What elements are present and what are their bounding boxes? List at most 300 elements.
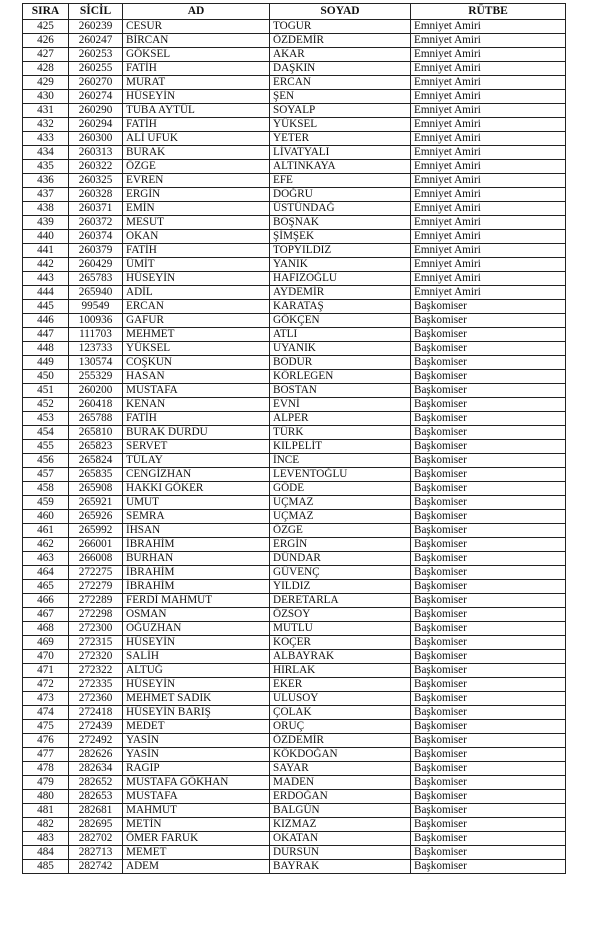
table-row: [23, 146, 566, 160]
sira-cell: 458: [23, 482, 69, 496]
rutbe-cell: Başkomiser: [411, 860, 566, 874]
soyad-cell: ORUÇ: [270, 720, 411, 734]
rutbe-cell: Emniyet Amiri: [411, 188, 566, 202]
ad-cell: MUSTAFA: [123, 384, 270, 398]
sicil-cell: 260322: [69, 160, 123, 174]
ad-cell: HÜSEYİN: [123, 678, 270, 692]
ad-cell: MAHMUT: [123, 804, 270, 818]
sira-cell: 461: [23, 524, 69, 538]
ad-cell: ÜMİT: [123, 258, 270, 272]
rutbe-cell: Başkomiser: [411, 594, 566, 608]
table-row: [23, 664, 566, 678]
table-row: [23, 622, 566, 636]
soyad-cell: HAFIZOĞLU: [270, 272, 411, 286]
sicil-cell: 272322: [69, 664, 123, 678]
sicil-cell: 123733: [69, 342, 123, 356]
ad-cell: FATİH: [123, 412, 270, 426]
sira-cell: 445: [23, 300, 69, 314]
soyad-cell: YANIK: [270, 258, 411, 272]
soyad-cell: KOÇER: [270, 636, 411, 650]
table-row: [23, 804, 566, 818]
rutbe-cell: Başkomiser: [411, 300, 566, 314]
sicil-cell: 272275: [69, 566, 123, 580]
ad-cell: UMUT: [123, 496, 270, 510]
sicil-cell: 130574: [69, 356, 123, 370]
soyad-cell: ULUSOY: [270, 692, 411, 706]
soyad-cell: ALTINKAYA: [270, 160, 411, 174]
rutbe-cell: Başkomiser: [411, 608, 566, 622]
table-row: [23, 566, 566, 580]
table-row: [23, 734, 566, 748]
rutbe-cell: Emniyet Amiri: [411, 104, 566, 118]
soyad-cell: EKER: [270, 678, 411, 692]
sira-cell: 477: [23, 748, 69, 762]
ad-cell: FATİH: [123, 62, 270, 76]
soyad-cell: ERCAN: [270, 76, 411, 90]
soyad-cell: AYDEMİR: [270, 286, 411, 300]
ad-cell: HÜSEYİN: [123, 636, 270, 650]
ad-cell: ADEM: [123, 860, 270, 874]
sira-cell: 480: [23, 790, 69, 804]
soyad-cell: ERDOĞAN: [270, 790, 411, 804]
sicil-cell: 111703: [69, 328, 123, 342]
soyad-cell: ALBAYRAK: [270, 650, 411, 664]
sira-cell: 454: [23, 426, 69, 440]
sicil-cell: 272360: [69, 692, 123, 706]
header-sira: SIRA: [23, 4, 69, 20]
header-sicil: SİCİL: [69, 4, 123, 20]
ad-cell: İBRAHİM: [123, 580, 270, 594]
rutbe-cell: Emniyet Amiri: [411, 146, 566, 160]
sira-cell: 452: [23, 398, 69, 412]
sira-cell: 453: [23, 412, 69, 426]
sicil-cell: 260255: [69, 62, 123, 76]
ad-cell: EMİN: [123, 202, 270, 216]
soyad-cell: BOSTAN: [270, 384, 411, 398]
sicil-cell: 100936: [69, 314, 123, 328]
rutbe-cell: Başkomiser: [411, 678, 566, 692]
sira-cell: 459: [23, 496, 69, 510]
ad-cell: BİRCAN: [123, 34, 270, 48]
sira-cell: 472: [23, 678, 69, 692]
sicil-cell: 265824: [69, 454, 123, 468]
soyad-cell: DAŞKIN: [270, 62, 411, 76]
soyad-cell: LEVENTOĞLU: [270, 468, 411, 482]
table-row: [23, 132, 566, 146]
table-row: [23, 370, 566, 384]
table-row: [23, 300, 566, 314]
ad-cell: OĞUZHAN: [123, 622, 270, 636]
sicil-cell: 266001: [69, 538, 123, 552]
rutbe-cell: Başkomiser: [411, 566, 566, 580]
rutbe-cell: Emniyet Amiri: [411, 174, 566, 188]
sira-cell: 436: [23, 174, 69, 188]
ad-cell: CESUR: [123, 20, 270, 34]
ad-cell: ÖZGE: [123, 160, 270, 174]
soyad-cell: ÖZDEMİR: [270, 734, 411, 748]
soyad-cell: SAYAR: [270, 762, 411, 776]
sira-cell: 444: [23, 286, 69, 300]
ad-cell: TÜLAY: [123, 454, 270, 468]
sira-cell: 485: [23, 860, 69, 874]
table-row: [23, 90, 566, 104]
ad-cell: CENGİZHAN: [123, 468, 270, 482]
soyad-cell: GÖDE: [270, 482, 411, 496]
sira-cell: 443: [23, 272, 69, 286]
soyad-cell: OKATAN: [270, 832, 411, 846]
table-row: [23, 272, 566, 286]
soyad-cell: LİVATYALI: [270, 146, 411, 160]
ad-cell: TUBA AYTÜL: [123, 104, 270, 118]
sicil-cell: 272289: [69, 594, 123, 608]
soyad-cell: BAYRAK: [270, 860, 411, 874]
rutbe-cell: Emniyet Amiri: [411, 34, 566, 48]
rutbe-cell: Emniyet Amiri: [411, 286, 566, 300]
table-row: [23, 650, 566, 664]
sira-cell: 435: [23, 160, 69, 174]
sicil-cell: 260294: [69, 118, 123, 132]
sira-cell: 484: [23, 846, 69, 860]
sicil-cell: 272315: [69, 636, 123, 650]
rutbe-cell: Başkomiser: [411, 748, 566, 762]
soyad-cell: TÜRK: [270, 426, 411, 440]
table-row: [23, 76, 566, 90]
table-row: [23, 342, 566, 356]
ad-cell: SERVET: [123, 440, 270, 454]
rutbe-cell: Başkomiser: [411, 384, 566, 398]
rutbe-cell: Emniyet Amiri: [411, 272, 566, 286]
ad-cell: MESUT: [123, 216, 270, 230]
sicil-cell: 260274: [69, 90, 123, 104]
sicil-cell: 282652: [69, 776, 123, 790]
rutbe-cell: Başkomiser: [411, 818, 566, 832]
sicil-cell: 260200: [69, 384, 123, 398]
soyad-cell: DOĞRU: [270, 188, 411, 202]
sicil-cell: 260379: [69, 244, 123, 258]
sicil-cell: 265788: [69, 412, 123, 426]
ad-cell: FATİH: [123, 118, 270, 132]
table-row: [23, 818, 566, 832]
table-row: [23, 706, 566, 720]
table-row: [23, 440, 566, 454]
sira-cell: 468: [23, 622, 69, 636]
sira-cell: 478: [23, 762, 69, 776]
ad-cell: ERCAN: [123, 300, 270, 314]
soyad-cell: BODUR: [270, 356, 411, 370]
soyad-cell: ŞİMŞEK: [270, 230, 411, 244]
rutbe-cell: Başkomiser: [411, 706, 566, 720]
ad-cell: MEMET: [123, 846, 270, 860]
rutbe-cell: Emniyet Amiri: [411, 160, 566, 174]
soyad-cell: MADEN: [270, 776, 411, 790]
table-row: [23, 48, 566, 62]
soyad-cell: UÇMAZ: [270, 496, 411, 510]
sira-cell: 442: [23, 258, 69, 272]
rutbe-cell: Başkomiser: [411, 832, 566, 846]
sicil-cell: 272335: [69, 678, 123, 692]
rutbe-cell: Başkomiser: [411, 552, 566, 566]
sicil-cell: 260372: [69, 216, 123, 230]
rutbe-cell: Başkomiser: [411, 342, 566, 356]
table-row: [23, 160, 566, 174]
sira-cell: 474: [23, 706, 69, 720]
table-row: [23, 608, 566, 622]
sicil-cell: 282653: [69, 790, 123, 804]
soyad-cell: UÇMAZ: [270, 510, 411, 524]
sicil-cell: 265810: [69, 426, 123, 440]
sira-cell: 447: [23, 328, 69, 342]
sira-cell: 429: [23, 76, 69, 90]
table-row: [23, 230, 566, 244]
ad-cell: MEHMET SADIK: [123, 692, 270, 706]
ad-cell: YASİN: [123, 748, 270, 762]
rutbe-cell: Başkomiser: [411, 454, 566, 468]
sicil-cell: 272300: [69, 622, 123, 636]
ad-cell: HÜSEYİN: [123, 90, 270, 104]
table-row: [23, 748, 566, 762]
sira-cell: 448: [23, 342, 69, 356]
sira-cell: 446: [23, 314, 69, 328]
header-soyad: SOYAD: [270, 4, 411, 20]
ad-cell: BURHAN: [123, 552, 270, 566]
soyad-cell: ERGİN: [270, 538, 411, 552]
ad-cell: YASİN: [123, 734, 270, 748]
ad-cell: FATİH: [123, 244, 270, 258]
sicil-cell: 260429: [69, 258, 123, 272]
sicil-cell: 260371: [69, 202, 123, 216]
sira-cell: 441: [23, 244, 69, 258]
sira-cell: 482: [23, 818, 69, 832]
table-row: [23, 188, 566, 202]
ad-cell: İBRAHİM: [123, 538, 270, 552]
table-row: [23, 594, 566, 608]
rutbe-cell: Emniyet Amiri: [411, 90, 566, 104]
ad-cell: MEDET: [123, 720, 270, 734]
sira-cell: 462: [23, 538, 69, 552]
ad-cell: GAFUR: [123, 314, 270, 328]
table-row: [23, 34, 566, 48]
soyad-cell: KÖRLEGEN: [270, 370, 411, 384]
sira-cell: 426: [23, 34, 69, 48]
table-row: [23, 258, 566, 272]
table-header: [23, 4, 566, 20]
ad-cell: ERGİN: [123, 188, 270, 202]
rutbe-cell: Başkomiser: [411, 734, 566, 748]
sicil-cell: 265921: [69, 496, 123, 510]
sicil-cell: 260313: [69, 146, 123, 160]
soyad-cell: İNCE: [270, 454, 411, 468]
rutbe-cell: Başkomiser: [411, 468, 566, 482]
ad-cell: SALİH: [123, 650, 270, 664]
sicil-cell: 260270: [69, 76, 123, 90]
sicil-cell: 282702: [69, 832, 123, 846]
ad-cell: HAKKI GÖKER: [123, 482, 270, 496]
rutbe-cell: Emniyet Amiri: [411, 48, 566, 62]
table-row: [23, 356, 566, 370]
sira-cell: 440: [23, 230, 69, 244]
soyad-cell: DERETARLA: [270, 594, 411, 608]
sira-cell: 475: [23, 720, 69, 734]
sira-cell: 479: [23, 776, 69, 790]
sira-cell: 460: [23, 510, 69, 524]
table-row: [23, 692, 566, 706]
ad-cell: HÜSEYİN: [123, 272, 270, 286]
soyad-cell: KIZMAZ: [270, 818, 411, 832]
soyad-cell: GÜVENÇ: [270, 566, 411, 580]
ad-cell: HÜSEYİN BARIŞ: [123, 706, 270, 720]
ad-cell: MEHMET: [123, 328, 270, 342]
rutbe-cell: Başkomiser: [411, 790, 566, 804]
header-rutbe: RÜTBE: [411, 4, 566, 20]
sira-cell: 439: [23, 216, 69, 230]
rutbe-cell: Emniyet Amiri: [411, 132, 566, 146]
soyad-cell: ÖZGE: [270, 524, 411, 538]
soyad-cell: YILDIZ: [270, 580, 411, 594]
sira-cell: 449: [23, 356, 69, 370]
ad-cell: HASAN: [123, 370, 270, 384]
table-row: [23, 314, 566, 328]
sicil-cell: 260253: [69, 48, 123, 62]
header-row: [23, 4, 566, 20]
rutbe-cell: Başkomiser: [411, 426, 566, 440]
soyad-cell: BOŞNAK: [270, 216, 411, 230]
table-row: [23, 482, 566, 496]
sicil-cell: 266008: [69, 552, 123, 566]
rutbe-cell: Başkomiser: [411, 370, 566, 384]
ad-cell: SEMRA: [123, 510, 270, 524]
rutbe-cell: Başkomiser: [411, 412, 566, 426]
table-row: [23, 454, 566, 468]
rutbe-cell: Emniyet Amiri: [411, 230, 566, 244]
ad-cell: FERDİ MAHMUT: [123, 594, 270, 608]
rutbe-cell: Başkomiser: [411, 440, 566, 454]
soyad-cell: ÇOLAK: [270, 706, 411, 720]
sira-cell: 430: [23, 90, 69, 104]
rutbe-cell: Başkomiser: [411, 496, 566, 510]
sira-cell: 457: [23, 468, 69, 482]
sicil-cell: 265908: [69, 482, 123, 496]
ad-cell: MUSTAFA GÖKHAN: [123, 776, 270, 790]
table-row: [23, 496, 566, 510]
soyad-cell: ÖZDEMİR: [270, 34, 411, 48]
sira-cell: 463: [23, 552, 69, 566]
ad-cell: BURAK: [123, 146, 270, 160]
soyad-cell: SOYALP: [270, 104, 411, 118]
sira-cell: 455: [23, 440, 69, 454]
ad-cell: ALTUĞ: [123, 664, 270, 678]
table-row: [23, 860, 566, 874]
sira-cell: 428: [23, 62, 69, 76]
rutbe-cell: Başkomiser: [411, 314, 566, 328]
rutbe-cell: Başkomiser: [411, 328, 566, 342]
sira-cell: 467: [23, 608, 69, 622]
soyad-cell: ÜSTÜNDAĞ: [270, 202, 411, 216]
sicil-cell: 260328: [69, 188, 123, 202]
soyad-cell: ALPER: [270, 412, 411, 426]
rutbe-cell: Başkomiser: [411, 720, 566, 734]
sicil-cell: 282742: [69, 860, 123, 874]
ad-cell: OSMAN: [123, 608, 270, 622]
soyad-cell: TOGUR: [270, 20, 411, 34]
table-row: [23, 62, 566, 76]
sira-cell: 425: [23, 20, 69, 34]
soyad-cell: DURSUN: [270, 846, 411, 860]
table-row: [23, 104, 566, 118]
rutbe-cell: Başkomiser: [411, 398, 566, 412]
table-row: [23, 328, 566, 342]
soyad-cell: AKAR: [270, 48, 411, 62]
soyad-cell: KARATAŞ: [270, 300, 411, 314]
soyad-cell: HIRLAK: [270, 664, 411, 678]
rutbe-cell: Emniyet Amiri: [411, 216, 566, 230]
sicil-cell: 282695: [69, 818, 123, 832]
ad-cell: MURAT: [123, 76, 270, 90]
ad-cell: YÜKSEL: [123, 342, 270, 356]
sira-cell: 476: [23, 734, 69, 748]
table-row: [23, 538, 566, 552]
table-row: [23, 468, 566, 482]
sicil-cell: 272320: [69, 650, 123, 664]
rutbe-cell: Emniyet Amiri: [411, 202, 566, 216]
rutbe-cell: Başkomiser: [411, 804, 566, 818]
sira-cell: 465: [23, 580, 69, 594]
sicil-cell: 265992: [69, 524, 123, 538]
ad-cell: METİN: [123, 818, 270, 832]
sicil-cell: 255329: [69, 370, 123, 384]
ad-cell: ÖMER FARUK: [123, 832, 270, 846]
soyad-cell: YETER: [270, 132, 411, 146]
sira-cell: 464: [23, 566, 69, 580]
ad-cell: EVREN: [123, 174, 270, 188]
table-row: [23, 286, 566, 300]
sicil-cell: 260239: [69, 20, 123, 34]
table-row: [23, 776, 566, 790]
rutbe-cell: Emniyet Amiri: [411, 76, 566, 90]
sicil-cell: 272298: [69, 608, 123, 622]
table-row: [23, 832, 566, 846]
sicil-cell: 282713: [69, 846, 123, 860]
sira-cell: 433: [23, 132, 69, 146]
soyad-cell: KILPELİT: [270, 440, 411, 454]
sira-cell: 427: [23, 48, 69, 62]
ad-cell: OKAN: [123, 230, 270, 244]
rutbe-cell: Başkomiser: [411, 664, 566, 678]
soyad-cell: TOPYILDIZ: [270, 244, 411, 258]
sicil-cell: 272439: [69, 720, 123, 734]
personnel-table: [22, 3, 566, 874]
table-row: [23, 580, 566, 594]
sicil-cell: 282681: [69, 804, 123, 818]
soyad-cell: GÖKÇEN: [270, 314, 411, 328]
sicil-cell: 260418: [69, 398, 123, 412]
table-row: [23, 202, 566, 216]
rutbe-cell: Başkomiser: [411, 692, 566, 706]
sira-cell: 481: [23, 804, 69, 818]
sira-cell: 450: [23, 370, 69, 384]
ad-cell: COŞKUN: [123, 356, 270, 370]
rutbe-cell: Emniyet Amiri: [411, 20, 566, 34]
table-row: [23, 118, 566, 132]
sicil-cell: 272279: [69, 580, 123, 594]
sicil-cell: 265940: [69, 286, 123, 300]
ad-cell: MUSTAFA: [123, 790, 270, 804]
ad-cell: İHSAN: [123, 524, 270, 538]
rutbe-cell: Başkomiser: [411, 524, 566, 538]
sira-cell: 434: [23, 146, 69, 160]
rutbe-cell: Başkomiser: [411, 762, 566, 776]
rutbe-cell: Başkomiser: [411, 622, 566, 636]
table-row: [23, 678, 566, 692]
